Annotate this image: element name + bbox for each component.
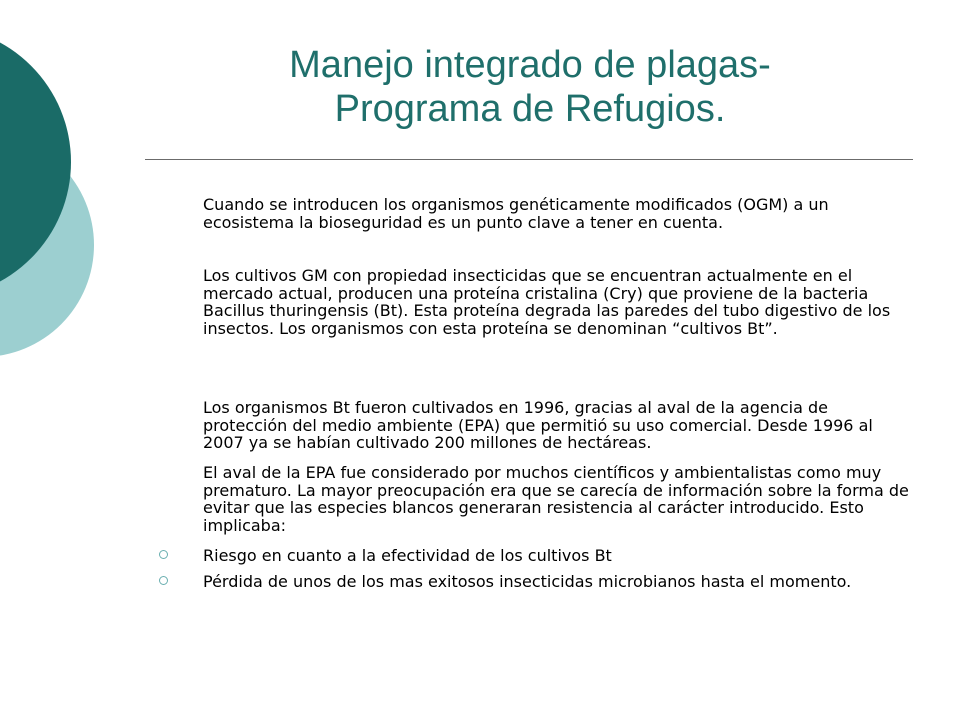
slide-title <box>145 43 915 131</box>
paragraph-epa-aval: El aval de la EPA fue considerado por muchos científicos y ambientalistas como muy prematuro. La mayor preocupación era que se carecía de información sobre la forma de evitar que las especies blancos generaran resistencia al carácter introducido. Esto implicaba: <box>203 463 909 535</box>
decorative-circles <box>0 0 120 400</box>
bullet-text: Riesgo en cuanto a la efectividad de los cultivos Bt <box>203 546 612 565</box>
title-line-1: Manejo integrado de plagas- <box>289 44 771 86</box>
title-line-2: Programa de Refugios. <box>334 88 726 130</box>
title-divider <box>145 159 913 160</box>
bullet-text: Pérdida de unos de los mas exitosos insecticidas microbianos hasta el momento. <box>203 572 852 591</box>
paragraph-cultivos-gm: Los cultivos GM con propiedad insecticidas que se encuentran actualmente en el mercado actual, producen una proteína cristalina (Cry) que proviene de la bacteria Bacillus thuringensis (Bt). Esta proteína degrada las paredes del tubo digestivo de los insectos. Los organismos con esta proteína se denominan “cultivos Bt”. <box>203 266 891 338</box>
circle-bullet-icon <box>159 576 168 585</box>
bullet-item <box>203 573 913 591</box>
paragraph-bt-1996: Los organismos Bt fueron cultivados en 1996, gracias al aval de la agencia de protección del medio ambiente (EPA) que permitió su uso comercial. Desde 1996 al 2007 ya se habían cultivado 200 millones de hectáreas. <box>203 398 873 452</box>
paragraph-ogm-intro: Cuando se introducen los organismos genéticamente modificados (OGM) a un ecosistema la bioseguridad es un punto clave a tener en cuenta. <box>203 195 829 232</box>
bullet-item <box>203 547 913 565</box>
circle-bullet-icon <box>159 550 168 559</box>
